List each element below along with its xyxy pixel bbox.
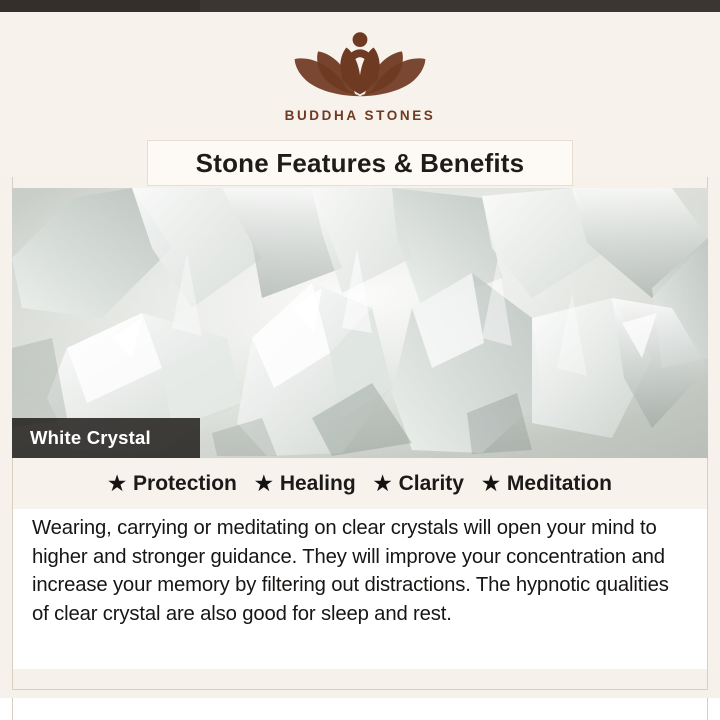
description-block [13,509,707,669]
brand-name: BUDDHA STONES [284,108,436,123]
lotus-meditation-icon [285,26,435,104]
feature-label: Protection [133,472,237,495]
image-caption [12,418,200,458]
feature-label: Meditation [506,472,612,495]
brand-logo [0,26,720,123]
star-icon: ★ [373,473,392,495]
page-title: Stone Features & Benefits [195,147,525,178]
description-paragraph: Wearing, carrying or meditating on clear crystals will open your mind to higher and stronger guidance. They will improve your concentration and increase your memory by filtering out distractions. The hypnotic qualities of clear crystal are also good for sleep and rest. [32,517,669,625]
star-icon: ★ [108,473,127,495]
bottom-strip-inner [12,698,708,720]
header [0,12,720,177]
content-card [0,12,720,698]
feature-list [13,459,707,509]
feature-label: Clarity [398,472,464,495]
feature-item [482,472,612,496]
feature-item [255,472,356,496]
frame-corner-top-left [0,0,200,12]
caption-label: White Crystal [30,427,151,448]
feature-label: Healing [279,472,356,495]
star-icon: ★ [481,473,500,495]
title-banner [147,140,573,186]
feature-item [374,472,464,496]
feature-item [108,472,237,496]
bottom-strip [0,698,720,720]
star-icon: ★ [254,473,273,495]
